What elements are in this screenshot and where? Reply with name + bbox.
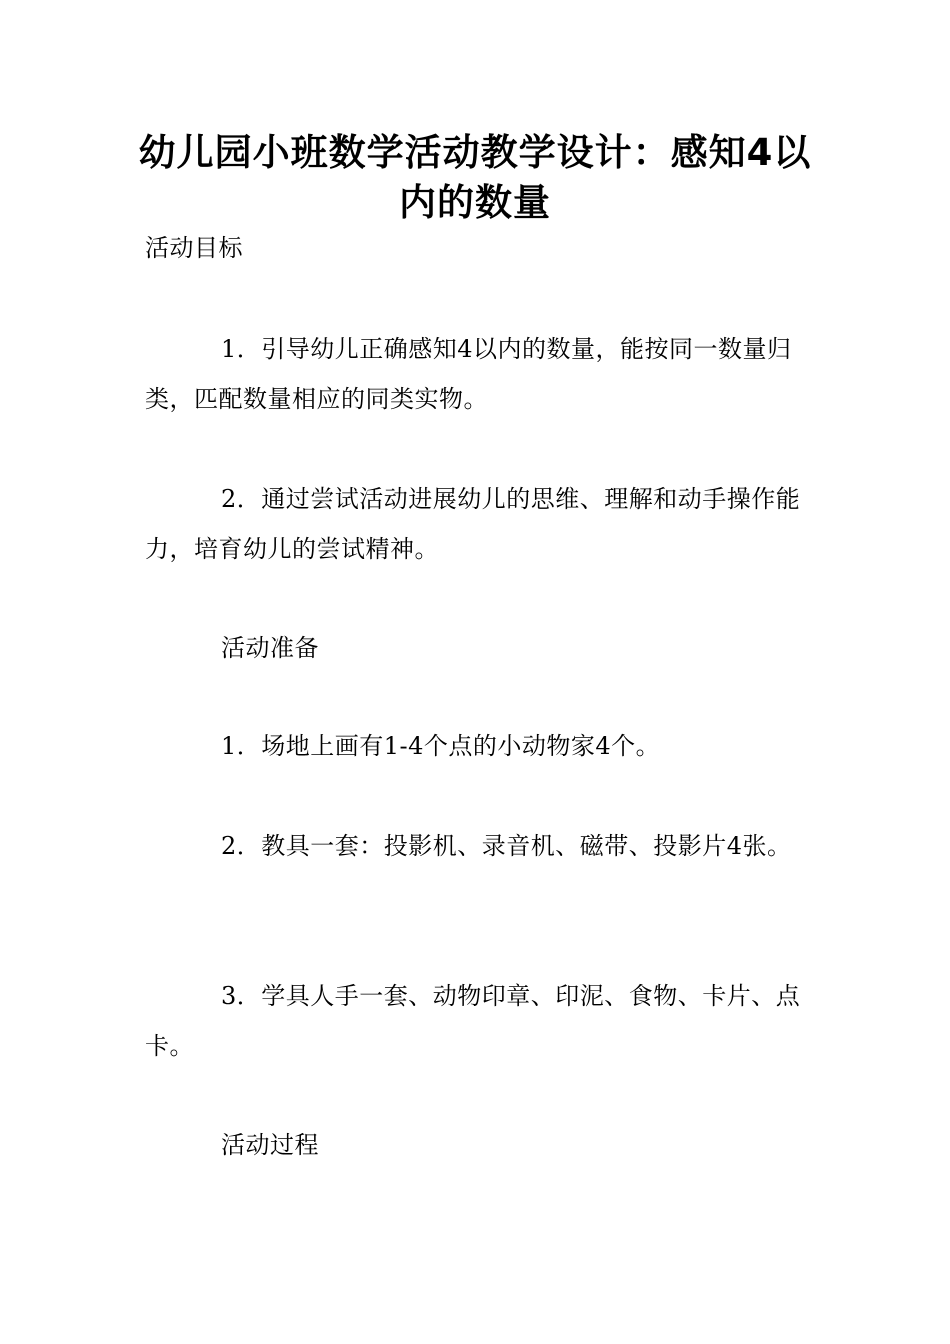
prep-item-2: 2．教具一套：投影机、录音机、磁带、投影片4张。 [221,832,792,860]
goal-item-2: 2．通过尝试活动进展幼儿的思维、理解和动手操作能力，培育幼儿的尝试精神。 [145,485,801,563]
goal-item-1: 1．引导幼儿正确感知4以内的数量，能按同一数量归类，匹配数量相应的同类实物。 [145,335,792,413]
section-heading-goals: 活动目标 [145,234,243,262]
section-heading-preparation: 活动准备 [221,634,319,662]
prep-item-3: 3．学具人手一套、动物印章、印泥、食物、卡片、点卡。 [145,982,801,1060]
prep-item-1: 1．场地上画有1-4个点的小动物家4个。 [221,732,661,760]
document-title: 幼儿园小班数学活动教学设计：感知4以内的数量 [138,131,812,224]
section-heading-process: 活动过程 [221,1131,319,1159]
